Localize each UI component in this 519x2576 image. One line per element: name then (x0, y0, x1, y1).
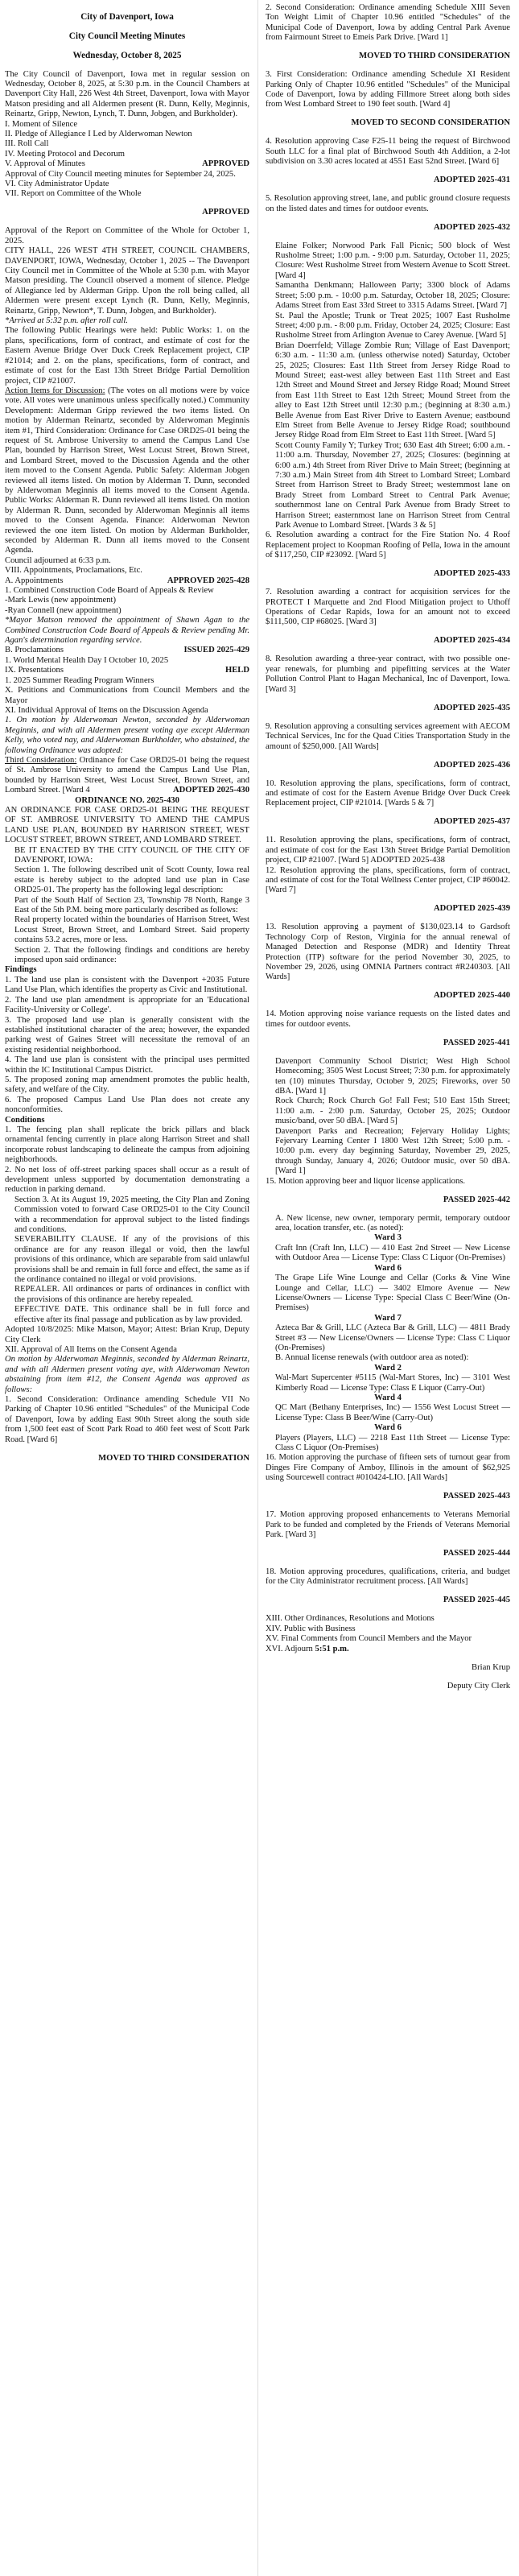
consent-item: 11. Resolution approving the plans, specifications, form of contract, and estimate of cost for the East 13th Street Bridge Partial Demolition project, CIP #21007. [Ward 5] ADOPTED 2025-438 (266, 836, 510, 865)
effective-date: EFFECTIVE DATE. This ordinance shall be in full force and effective after its final passage and publication as by law provided. (14, 1305, 249, 1324)
noise-variance-item: Davenport Community School District; West High School Homecoming; 3505 West Locust Street; 7:30 p.m. for approximately ten (10) minutes Thursday, October 9, 2025; Fireworks, over 50 dBA. [Ward 1] (275, 1056, 510, 1096)
status-tag: ISSUED 2025-429 (183, 646, 249, 655)
section-1: Section 1. The following described unit of Scott County, Iowa real estate is hereby subject to the adopted land use plan in Case ORD25-01. The property has the following legal description: (14, 865, 249, 895)
license-section: B. Annual license renewals (with outdoor area as noted): (275, 1353, 469, 1363)
consent-item: 17. Motion approving proposed enhancements to Veterans Memorial Park to be funded and completed by the Friends of Veterans Memorial Park. [Ward 3] (266, 1510, 510, 1540)
event-item: Brian Doerrfeld; Village Zombie Run; Village of East Davenport; 6:30 a.m. - 11:30 a.m. (unless otherwise noted) Saturday, October 25, 2025; Closures: East 11th Street from Jersey Ridge Road to Mound Street; east-west alley between East 11th Street and East 12th Street and Mound Street and Jersey Ridge Road; Mound Street from East 11th Street to East 12th Street; Mound Street from the alley to East 12th Street until 12:30 p.m.; (beginning at 8:30 a.m.) Belle Avenue from East River Drive to Eastern Avenue; eastbound Elm Street from Belle Avenue to Jersey Ridge Road; southbound Jersey Ridge Road from Elm Street to East 11th Street. [Ward 5] (275, 341, 510, 440)
noise-variance-item: Davenport Parks and Recreation; Fejervary Holiday Lights; Fejervary Learning Center I 1800 West 12th Street; 5:00 p.m. - 10:00 p.m. every day beginning Saturday, November 29, 2025, through Sunday, January 4, 2026; Outdoor music, over 50 dBA. [Ward 1] (275, 1126, 510, 1176)
consent-item: 12. Resolution approving the plans, specifications, form of contract, and estimate of cost for the Total Wellness Center project, CIP #60042. [Ward 7] (266, 865, 510, 895)
section-2: Section 2. That the following findings and conditions are hereby imposed upon said ordinance: (14, 945, 249, 965)
finding: 1. The land use plan is consistent with the Davenport +2035 Future Land Use Plan, which identifies the property as Civic and Institutional. (5, 975, 249, 995)
consent-item: 15. Motion approving beer and liquor license applications. (266, 1176, 466, 1186)
ordinance-title: AN ORDINANCE FOR CASE ORD25-01 BEING THE REQUEST OF ST. AMBROSE UNIVERSITY TO AMEND THE CAMPUS LAND USE PLAN, BOUNDED BY HARRISON STREET, WEST LOCUST STREET, BROWN STREET, AND LOMBARD STREET. (5, 805, 249, 845)
discussion-motion: 1. On motion by Alderwoman Newton, seconded by Alderwoman Meginnis, and with all Aldermen present voting aye except Alderman Kelly, who voted nay, and Alderwoman Burkholder, who abstained, the following Ordinance was adopted: (5, 716, 249, 755)
status-tag: PASSED 2025-443 (443, 1492, 510, 1501)
event-item: Samantha Denkmann; Halloween Party; 3300 block of Adams Street; 5:00 p.m. - 10:00 p.m. Saturday, October 18, 2025; Closure: Adams Street from East 33rd Street to 3315 Adams Street. [Ward 7] (275, 281, 510, 311)
ward-heading: Ward 6 (374, 1263, 402, 1273)
cow-hearings: The following Public Hearings were held: Public Works: 1. on the plans, specifications, form of contract, and estimate of cost for the Eastern Avenue Bridge Over Duck Creek Replacement project, CIP #21014; and 2. on the plans, specifications, form of contract, and estimate of cost for the East 13th Street Bridge Partial Demolition project, CIP #21007. (5, 326, 249, 386)
ward-heading: Ward 3 (374, 1233, 402, 1243)
presentations-label: IX. Presentations HELD (5, 666, 249, 675)
ordinance-enact: BE IT ENACTED BY THE CITY COUNCIL OF THE CITY OF DAVENPORT, IOWA: (14, 845, 249, 865)
item-roll-call: III. Roll Call (5, 139, 49, 149)
status-tag: APPROVED 2025-428 (167, 576, 249, 585)
third-consideration: Third Consideration: Ordinance for Case ORD25-01 being the request of St. Ambrose University to amend the Campus Land Use Plan, bounded by Harrison Street, West Locust Street, Brown Street, and Lombard Street. [Ward 4 ADOPTED 2025-430 (5, 755, 250, 795)
appointment-name: -Ryan Connell (new appointment) (5, 605, 122, 615)
license-section: A. New license, new owner, temporary permit, temporary outdoor area, location transfer, etc. (as noted): (275, 1213, 510, 1233)
status-tag: ADOPTED 2025-437 (433, 817, 510, 827)
section-1-bounds: Real property located within the boundaries of Harrison Street, West Locust Street, Brown Street, and Lombard Street. Said property contains 53.2 acres, more or less. (14, 915, 249, 945)
license-item: Craft Inn (Craft Inn, LLC) — 410 East 2nd Street — New License with Outdoor Area — License Type: Class C Liquor (On-Premises) (275, 1243, 510, 1263)
finding: 5. The proposed zoning map amendment promotes the public health, safety, and welfare of the City. (5, 1075, 249, 1095)
finding: 2. The land use plan amendment is appropriate for an 'Educational Facility-University or College'. (5, 995, 249, 1015)
conditions-label: Conditions (5, 1115, 45, 1125)
item-discussion-agenda: XI. Individual Approval of Items on the Discussion Agenda (5, 705, 208, 715)
status-tag: APPROVED (202, 159, 249, 169)
license-item: QC Mart (Bethany Enterprises, Inc) — 1556 West Locust Street — License Type: Class B Beer/Wine (Carry-Out) (275, 1403, 510, 1422)
consent-item: 6. Resolution awarding a contract for the Fire Station No. 4 Roof Replacement project to Koopman Roofing of Pella, Iowa in the amount of $117,250, CIP #23092. [Ward 5] (266, 530, 510, 560)
consent-item: 9. Resolution approving a consulting services agreement with AECOM Technical Services, Inc for the Quad Cities Transportation Study in the amount of $250,000. [All Wards] (266, 721, 510, 751)
status-tag: ADOPTED 2025-440 (433, 991, 510, 1001)
status-tag: ADOPTED 2025-434 (433, 636, 510, 646)
header-date: Wednesday, October 8, 2025 (72, 50, 182, 60)
proclamations-label: B. Proclamations ISSUED 2025-429 (5, 646, 249, 655)
status-tag: PASSED 2025-442 (443, 1195, 510, 1204)
consent-item: 18. Motion approving procedures, qualifications, criteria, and budget for the City Administrator recruitment process. [All Wards] (266, 1567, 510, 1587)
item-other-ordinances: XIII. Other Ordinances, Resolutions and Motions (266, 1614, 435, 1624)
signature-title: Deputy City Clerk (447, 1681, 510, 1690)
noise-variance-item: Rock Church; Rock Church Go! Fall Fest; 510 East 15th Street; 11:00 a.m. - 2:00 p.m. Saturday, October 25, 2025; Outdoor music/band, over 50 dBA. [Ward 5] (275, 1096, 510, 1126)
ward-heading: Ward 6 (374, 1423, 402, 1433)
status-tag: ADOPTED 2025-435 (433, 703, 510, 712)
status-tag: HELD (224, 666, 249, 675)
item-adjourn: XVI. Adjourn 5:51 p.m. (266, 1644, 349, 1653)
consent-item: 8. Resolution awarding a three-year contract, with two possible one-year renewals, for plumbing and pipefitting services at the Water Pollution Control Plant to Hagan Mechanical, Inc of Davenport, Iowa. [Ward 3] (266, 654, 510, 694)
section-3: Section 3. At its August 19, 2025 meeting, the City Plan and Zoning Commission voted to forward Case ORD25-01 to the City Council with a recommendation for approval subject to the listed findings and conditions. (14, 1195, 249, 1235)
appointments-label: A. Appointments APPROVED 2025-428 (5, 576, 249, 585)
consent-item: 4. Resolution approving Case F25-11 being the request of Birchwood South LLC for a final plat of Birchwood South 4th Addition, a 2-lot subdivision on 3.30 acres located at 4551 East 52nd Street. [Ward 6] (266, 137, 510, 167)
item-protocol: IV. Meeting Protocol and Decorum (5, 149, 125, 159)
status-tag: ADOPTED 2025-433 (433, 569, 510, 579)
consent-item: 13. Resolution approving a payment of $130,023.14 to Gardsoft Technology Corp of Reston, Virginia for the annual renewal of Managed Detection and Response (MDR) and Identity Threat Protection (ITP) software for the period November 30, 2025, to November 29, 2026, using OMNIA Partners contract #R240303. [All Wards] (266, 923, 510, 982)
condition: 1. The fencing plan shall replicate the brick pillars and black ornamental fencing currently in place along Harrison Street and shall incorporate robust landscaping to delineate the campus from adjoining neighborhoods. (5, 1125, 249, 1165)
cow-arrived: *Arrived at 5:32 p.m. after roll call. (5, 316, 128, 326)
presentation: 1. 2025 Summer Reading Program Winners (5, 675, 154, 685)
status-tag: MOVED TO THIRD CONSIDERATION (98, 1453, 249, 1463)
event-item: St. Paul the Apostle; Trunk or Treat 2025; 1007 East Rusholme Street; 4:00 p.m. - 8:00 p.m. Friday, October 24, 2025; Closure: East Rusholme Street from Arlington Avenue to Carey Avenue. [Ward 5] (275, 311, 510, 341)
status-tag: ADOPTED 2025-431 (433, 175, 510, 185)
item-public-business: XIV. Public with Business (266, 1624, 356, 1633)
severability-clause: SEVERABILITY CLAUSE. If any of the provisions of this ordinance are for any reason illegal or void, then the lawful provisions of this ordinance, which are separable from said unlawful provisions shall be and remain in full force and effect, the same as if the ordinance contained no illegal or void provisions. (14, 1235, 249, 1285)
status-tag: ADOPTED 2025-436 (433, 760, 510, 770)
status-tag: APPROVED (202, 208, 249, 217)
adjourn-time: 5:51 p.m. (315, 1644, 349, 1653)
appointment-name: -Mark Lewis (new appointment) (5, 596, 116, 605)
item-approval-minutes: V. Approval of Minutes APPROVED (5, 159, 249, 169)
header-meeting: City Council Meeting Minutes (68, 31, 186, 41)
ward-heading: Ward 7 (374, 1313, 402, 1323)
item-city-admin: VI. City Administrator Update (5, 180, 109, 188)
cow-report-text: Approval of the Report on Committee of the Whole for October 1, 2025. (5, 226, 249, 246)
left-column (5, 3, 249, 1472)
consent-item: 2. Second Consideration: Ordinance amending Schedule XIII Seven Ton Weight Limit of Chapter 10.96 entitled "Schedules" of the Municipal Code of Davenport, Iowa by adding Central Park Avenue from Fairmount Street to Emeis Park Drive. [Ward 1] (266, 3, 510, 43)
license-item: Azteca Bar & Grill, LLC (Azteca Bar & Grill, LLC) — 4811 Brady Street #3 — New License/Owners — License Type: Class C Liquor (On-Premises) (275, 1323, 510, 1352)
license-item: The Grape Life Wine Lounge and Cellar (Corks & Vine Wine Lounge and Cellar, LLC) — 3402 Elmore Avenue — New License/Owners — License Type: Special Class C Beer/Wine (On-Premises) (275, 1274, 510, 1313)
consent-item: 5. Resolution approving street, lane, and public ground closure requests on the listed dates and times for outdoor events. (266, 194, 510, 213)
cow-adjourned: Council adjourned at 6:33 p.m. (5, 555, 111, 565)
item-pledge: II. Pledge of Allegiance I Led by Alderwoman Newton (5, 129, 192, 138)
status-tag: PASSED 2025-441 (443, 1038, 510, 1047)
findings-label: Findings (5, 965, 37, 975)
item-appointments: VIII. Appointments, Proclamations, Etc. (5, 566, 142, 576)
finding: 3. The proposed land use plan is generally consistent with the established institutional character of the area; however, the expanded parking west of Gaines Street will necessitate the removal of an existing residential neighborhood. (5, 1015, 249, 1055)
signature-name: Brian Krup (472, 1662, 510, 1672)
proclamation: 1. World Mental Health Day I October 10, 2025 (5, 655, 169, 665)
header-city: City of Davenport, Iowa (80, 12, 174, 23)
column-divider (257, 0, 258, 2576)
event-item: Elaine Folker; Norwood Park Fall Picnic; 500 block of West Rusholme Street; 1:00 p.m. - 9:00 p.m. Saturday, October 11, 2025; Closure: West Rusholme Street from Western Avenue to Scott Street. [Ward 4] (275, 241, 510, 280)
item-petitions: X. Petitions and Communications from Council Members and the Mayor (5, 686, 249, 705)
ward-heading: Ward 2 (374, 1363, 402, 1373)
appointment-note: *Mayor Matson removed the appointment of Shawn Agan to the Combined Construction Code Board of Appeals & Review pending Mr. Agan's determination regarding service. (5, 616, 249, 646)
ordinance-number: ORDINANCE NO. 2025-430 (75, 795, 179, 805)
right-column (266, 3, 510, 1700)
status-tag: PASSED 2025-445 (443, 1596, 510, 1605)
intro-paragraph: The City Council of Davenport, Iowa met in regular session on Wednesday, October 8, 2025, at 5:30 p.m. in the Council Chambers at Davenport City Hall, 226 West 4th Street, Davenport, Iowa with Mayor Matson presiding and all Aldermen present (R. Dunn, Kelly, Meginnis, Reinartz, Gripp, Newton, Lynch, T. Dunn, Jobgen, and Burkholder). (5, 69, 249, 119)
minutes-text: Approval of City Council meeting minutes for September 24, 2025. (5, 169, 236, 179)
appointment-board: 1. Combined Construction Code Board of Appeals & Review (5, 586, 214, 596)
consent-item: 14. Motion approving noise variance requests on the listed dates and times for outdoor events. (266, 1009, 510, 1029)
repealer-clause: REPEALER. All ordinances or parts of ordinances in conflict with the provisions of this ordinance are hereby repealed. (14, 1285, 249, 1304)
event-item: Scott County Family Y; Turkey Trot; 630 East 4th Street; 6:00 a.m. - 11:00 a.m. Thursday, November 27, 2025; Closures: (beginning at 6:00 a.m.) 4th Street from River Drive to Main Street; (beginning at 7:30 a.m.) Main Street from 4th Street to Lombard Street; Lombard Street from Harrison Street to Brady Street; westernmost lane on Brady Street from Lombard Street to Central Park Avenue; southernmost lane on Central Park Avenue from Brady Street to Harrison Street; easternmost lane on Harrison Street from Central Park Avenue to Lombard Street. [Wards 3 & 5] (275, 440, 510, 530)
license-item: Players (Players, LLC) — 2218 East 11th Street — License Type: Class C Liquor (On-Premises) (275, 1433, 510, 1452)
consent-item: 1. Second Consideration: Ordinance amending Schedule VII No Parking of Chapter 10.96 entitled "Schedules" of the Municipal Code of Davenport, Iowa by adding East 90th Street along the south side from 1,500 feet east of Scott Park Road to 460 feet west of Scott Park Road. [Ward 6] (5, 1394, 249, 1444)
finding: 6. The proposed Campus Land Use Plan does not create any nonconformities. (5, 1095, 249, 1115)
consent-item: 3. First Consideration: Ordinance amending Schedule XI Resident Parking Only of Chapter 10.96 entitled "Schedules" of the Municipal Code of Davenport, Iowa by adding Fillmore Street along both sides from West Lombard Street to 190 feet south. [Ward 4] (266, 70, 510, 109)
item-moment-of-silence: I. Moment of Silence (5, 119, 78, 129)
finding: 4. The land use plan is consistent with the principal uses permitted within the IC Institutional Campus District. (5, 1055, 249, 1075)
status-tag: ADOPTED 2025-432 (433, 222, 510, 232)
item-cow-report: VII. Report on Committee of the Whole (5, 189, 142, 199)
status-tag: MOVED TO SECOND CONSIDERATION (351, 118, 510, 128)
status-tag: PASSED 2025-444 (443, 1549, 510, 1558)
consent-item: 10. Resolution approving the plans, specifications, form of contract, and estimate of cost for the Eastern Avenue Bridge Over Duck Creek Replacement project, CIP #21014. [Wards 5 & 7] (266, 778, 510, 808)
status-tag: ADOPTED 2025-439 (433, 904, 510, 914)
section-1-legal: Part of the South Half of Section 23, Township 78 North, Range 3 East of the 5th P.M. being more particularly described as follows: (14, 895, 249, 915)
item-consent-agenda: XII. Approval of All Items on the Consent Agenda (5, 1344, 177, 1354)
consent-item: 7. Resolution awarding a contract for acquisition services for the PROTECT I Marquette and 2nd Flood Mitigation project to Uthoff Operations of Cedar Rapids, Iowa for an amount not to exceed $111,500, CIP #68025. [Ward 3] (266, 588, 510, 627)
status-tag: MOVED TO THIRD CONSIDERATION (359, 52, 510, 61)
cow-action: Action Items for Discussion: (The votes on all motions were by voice vote. All votes were unanimous unless specifically noted.) Community Development: Alderman Gripp reviewed the two items listed. On motion by Alderman Reinartz, seconded by Alderwoman Meginnis item #1, Third Consideration: Ordinance for Case ORD25-01 being the request of St. Ambrose University to amend the Campus Land Use Plan, bounded by Harrison Street, West Locust Street, Brown Street, and Lombard Street, moved to the Discussion Agenda and the other item moved to the Consent Agenda. Public Safety: Alderman Jobgen reviewed all items listed. On motion by Alderman T. Dunn, seconded by Alderwoman Meginnis all items moved to the Consent Agenda. Public Works: Alderman R. Dunn reviewed all items listed. On motion by Alderman R. Dunn, seconded by Alderwoman Meginnis all items moved to the Consent Agenda. Finance: Alderwoman Newton reviewed the one item listed. On motion by Alderman Burkholder, seconded by Alderman R. Dunn all items moved to the Consent Agenda. (5, 386, 250, 555)
consent-motion: On motion by Alderwoman Meginnis, seconded by Alderman Reinartz, and with all Aldermen present voting aye, with Alderwoman Newton abstaining from item #12, the Consent Agenda was approved as follows: (5, 1355, 249, 1394)
consent-item: 16. Motion approving the purchase of fifteen sets of turnout gear from Dinges Fire Company of Amboy, Illinois in the amount of $62,925 using Sourcewell contract #010424-LIO. [All Wards] (266, 1453, 510, 1483)
ward-heading: Ward 4 (374, 1393, 402, 1402)
adopted-line: Adopted 10/8/2025: Mike Matson, Mayor; Attest: Brian Krup, Deputy City Clerk (5, 1325, 249, 1344)
status-tag: ADOPTED 2025-430 (172, 786, 249, 795)
license-item: Wal-Mart Supercenter #5115 (Wal-Mart Stores, Inc) — 3101 West Kimberly Road — License Type: Class E Liquor (Carry-Out) (275, 1373, 510, 1393)
item-final-comments: XV. Final Comments from Council Members and the Mayor (266, 1634, 472, 1644)
cow-title: CITY HALL, 226 WEST 4TH STREET, COUNCIL CHAMBERS, DAVENPORT, IOWA, Wednesday, October 1, 2025 -- The Davenport City Council met in Committee of the Whole at 5:30 p.m. with Mayor Matson presiding. The Council observed a moment of silence. Pledge of Allegiance led by Alderman Gripp. Upon the roll being called, all Aldermen were present except Lynch (R. Dunn, Kelly, Meginnis, Reinartz, Gripp, Newton*, T. Dunn, Jobgen, and Burkholder). (5, 246, 249, 316)
condition: 2. No net loss of off-street parking spaces shall occur as a result of development unless supported by documentation demonstrating a reduction in parking demand. (5, 1165, 249, 1195)
